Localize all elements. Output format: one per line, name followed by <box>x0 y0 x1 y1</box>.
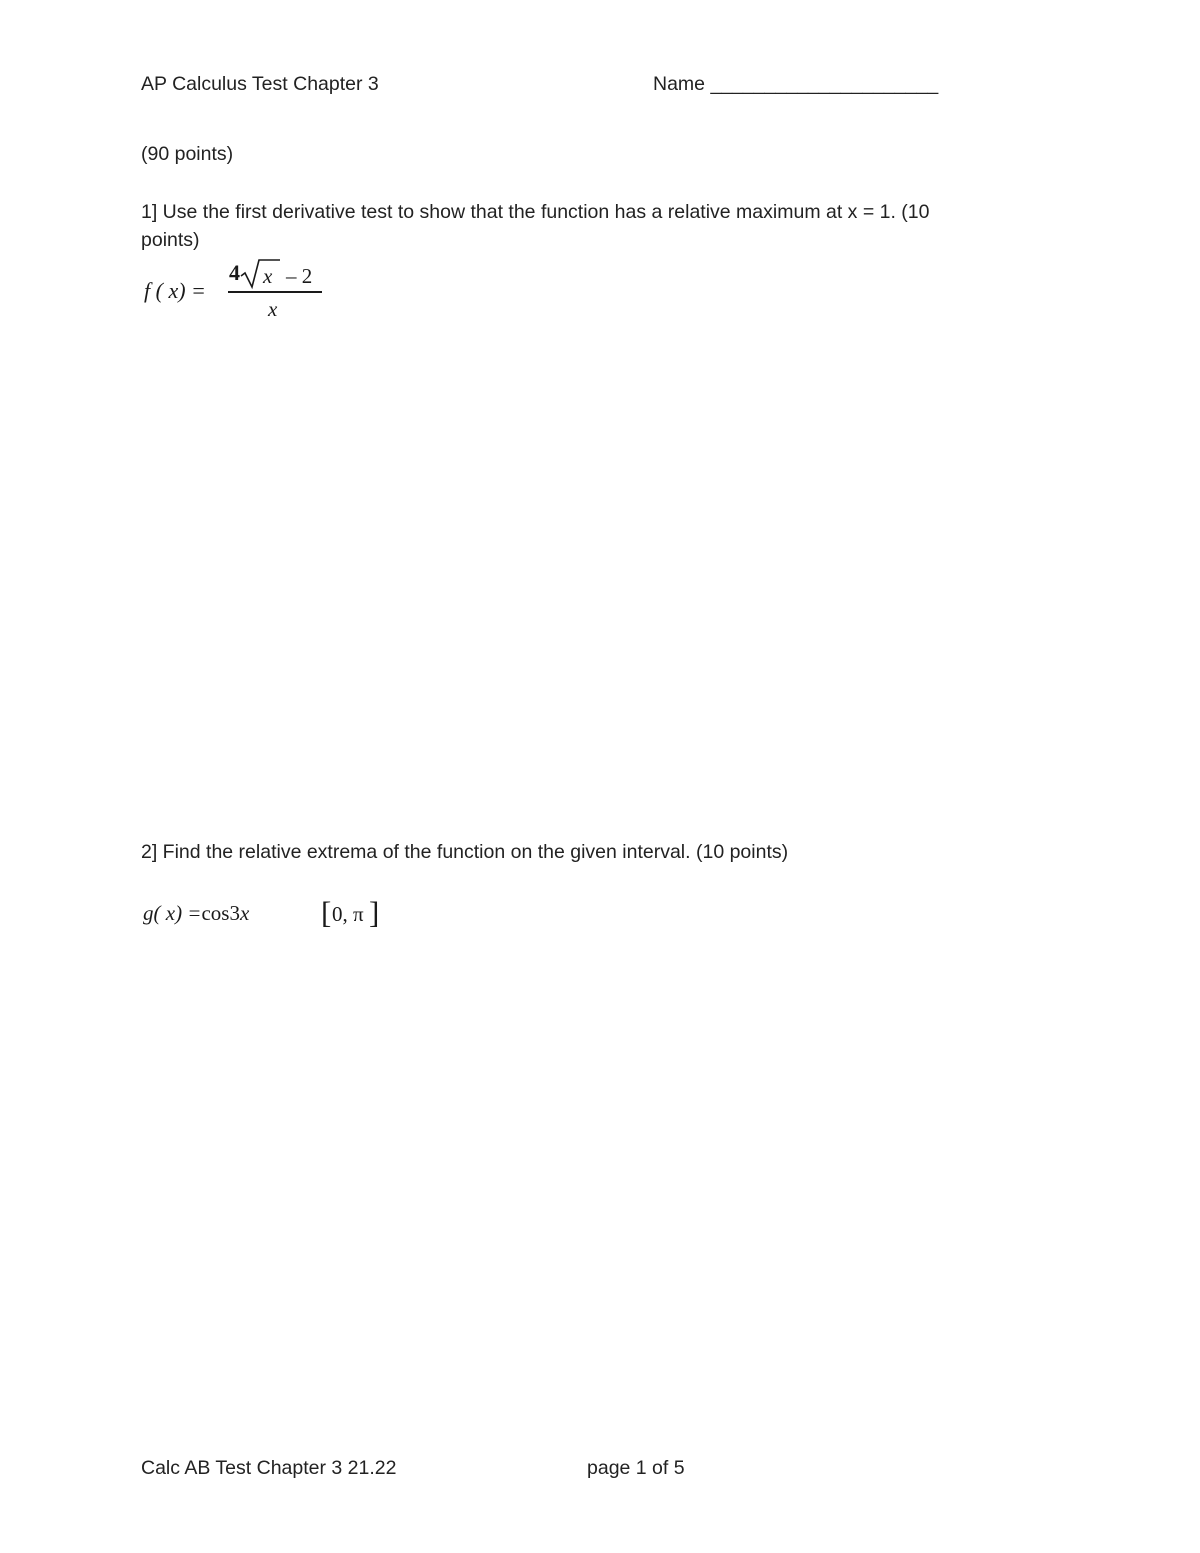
formula-2-var: x <box>239 901 250 925</box>
question-2-text: 2] Find the relative extrema of the function on the given interval. (10 points) <box>141 841 789 863</box>
question-2-formula <box>141 896 401 936</box>
formula-1-numerator-rest: – 2 <box>286 264 313 288</box>
formula-1-coefficient: 4 <box>229 260 240 285</box>
formula-1-denominator: x <box>268 297 278 321</box>
formula-1-radicand: x <box>263 264 273 288</box>
fraction-bar <box>228 291 322 293</box>
page-number: page 1 of 5 <box>587 1457 685 1479</box>
total-points: (90 points) <box>141 143 234 165</box>
formula-2-interval: 0, π <box>332 902 364 926</box>
formula-2-lhs: g( x) = <box>143 901 202 925</box>
name-field <box>653 70 938 98</box>
question-1-formula <box>141 256 341 326</box>
name-blank-line: _____________________ <box>710 73 939 95</box>
footer-title: Calc AB Test Chapter 3 21.22 <box>141 1457 397 1479</box>
formula-2-fn: cos3 <box>201 901 240 925</box>
formula-2-expression <box>143 901 249 926</box>
interval-left-bracket: [ <box>321 895 332 930</box>
question-1-text-line2: points) <box>141 229 200 251</box>
question-1-text-line1: 1] Use the first derivative test to show that the function has a relative maximum at x = 1. (10 <box>141 201 930 223</box>
test-title: AP Calculus Test Chapter 3 <box>141 73 379 95</box>
formula-1-lhs: f ( x) = <box>144 278 206 303</box>
interval-right-bracket: ] <box>369 895 380 930</box>
name-label: Name <box>653 73 706 95</box>
radical-sign-icon <box>240 256 282 290</box>
